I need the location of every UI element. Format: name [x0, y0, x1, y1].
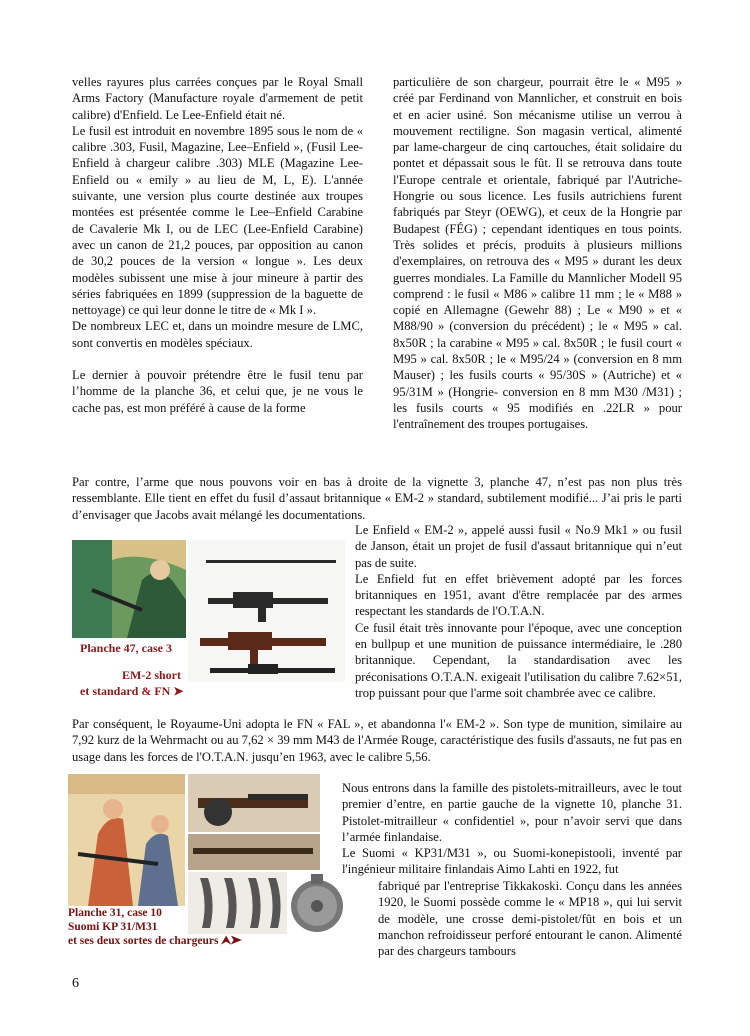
paragraph: Le Suomi « KP31/M31 », ou Suomi-konepistooli, inventé par l'ingénieur militaire finlandais Aimo Lahti en 1922, fut: [342, 846, 682, 877]
suomi-display-image: [188, 834, 320, 870]
paragraph: particulière de son chargeur, pourrait être le « M95 » créé par Ferdinand von Mannlicher, et construit en bois et en acier usiné. Son mécanisme utilise un verrou à mouvement rectiligne. Son magasin vertical, alimenté par lame-chargeur de cinq cartouches, était solidaire du pontet et dépassait sous le fût. Il se retrouva dans toute l'Europe centrale et orientale, fabriqué par l'Autriche-Hongrie ou sous licence. Les fusils autrichiens furent fabriqués par Steyr (OEWG), et ceux de la Hongrie par Budapest (FÉG) ; cependant identiques en tous points. Très solides et précis, produits à plusieurs millions d'exemplaires, on retrouva des « M95 » durant les deux guerres mondiales. La Famille du Mannlicher Modell 95 comprend : le fusil « M86 » calibre 11 mm ; le « M88 » copié en Allemagne (Gewehr 88) ; Le « M90 » et « M88/90 » (conversion du précédent) ; le « M95 » cal. 8x50R ; la carabine « M95 » cal. 8x50R ; le fusil court « M95 » cal. 8x50R ; le « M95/24 » (conversion en 8 mm Mauser) ; les fusils courts « 95/30S » (Autriche) et « 95/31M » (Hongrie- conversion en 8 mm M30 /M31) ; les fusils courts « 95 modifiés en .22LR » pour l'entraînement des troupes portugaises.: [393, 75, 682, 432]
paragraph: fabriqué par l'entreprise Tikkakoski. Conçu dans les années 1920, le Suomi possède comme le « MP18 », qui lui servit de modèle, une crosse demi-pistolet/fût en bois et un manchon refroidisseur perforé entourant le canon. Alimenté par des chargeurs tambours: [378, 879, 682, 959]
caption-suomi-magazines: et ses deux sortes de chargeurs ⮝➤: [68, 934, 288, 948]
caption-em2-standard: et standard & FN ➤: [80, 684, 184, 698]
smg-text-indented: [378, 878, 682, 959]
paragraph: velles rayures plus carrées conçues par le Royal Small Arms Factory (Manufacture royale d'armement de petit calibre) d'Enfield. Le Lee-Enfield était né.: [72, 75, 363, 122]
caption-suomi-name: Suomi KP 31/M31: [68, 921, 158, 933]
paragraph: Par contre, l’arme que nous pouvons voir en bas à droite de la vignette 3, planche 47, n’est pas non plus très ressemblante. Elle tient en effet du fusil d’assaut britannique « EM-2 » standard, subtilement modifié... J’ai pris le parti d’envisager que Jacobs avait mélangé les documentations.: [72, 475, 682, 522]
suomi-comic-drawing: [68, 774, 185, 906]
smg-text: [342, 780, 682, 878]
fal-paragraph: [72, 716, 682, 765]
paragraph: Le dernier à pouvoir prétendre être le fusil tenu par l’homme de la planche 36, et celui que, je ne vous le cache pas, est mon préféré à cause de la forme: [72, 368, 363, 415]
paragraph: Par conséquent, le Royaume-Uni adopta le FN « FAL », et abandonna l'« EM-2 ». Son type de munition, similaire au 7,92 kurz de la Wehrmacht ou au 7,62 × 39 mm M43 de l'Armée Rouge, caractéristique des fusils d'assauts, ne fut pas en usage dans les forces de l'O.T.A.N. jusqu’en 1963, avec le calibre 5,56.: [72, 717, 682, 764]
drum-magazine-image: [287, 872, 347, 934]
drum-magazine-drawing: [287, 872, 347, 934]
paragraph: De nombreux LEC et, dans un moindre mesure de LMC, sont convertis en modèles spéciaux.: [72, 319, 363, 350]
right-column: [393, 74, 682, 433]
comic-panel-image: [72, 540, 186, 638]
caption-suomi-panel: Planche 31, case 10: [68, 907, 162, 919]
left-column: [72, 74, 363, 416]
suomi-smg-drawing: [188, 774, 320, 832]
paragraph: Le Enfield fut en effet brièvement adopté par les forces britanniques en 1951, avant d'être remplacée par des armes respectant les standards de l'O.T.A.N.: [355, 571, 682, 619]
suomi-display-drawing: [188, 834, 320, 870]
caption-em2-short: EM-2 short: [122, 668, 181, 682]
paragraph: Le fusil est introduit en novembre 1895 sous le nom de « calibre .303, Fusil, Magazine, Lee–Enfield », (Fusil Lee-Enfield à chargeur calibre .303) MLE (Magazine Lee-Enfield ou « emily » au lieu de M, L, E). L'année suivante, une version plus courte destinée aux troupes montées est présentée comme le Lee–Enfield Carabine de Cavalerie Mk I, ou de LEC (Lee-Enfield Carabine) avec un canon de 21,2 pouces, par opposition au canon de 30,2 pouces de la version « longue ». Les deux modèles subissent une mise à jour mineure à partir des séries fabriquées en 1899 (suppression de la baguette de nettoyage) ce qui leur donne le titre de « Mk I ».: [72, 123, 363, 318]
suomi-comic-image: [68, 774, 185, 906]
suomi-smg-image: [188, 774, 320, 832]
paragraph: Le Enfield « EM-2 », appelé aussi fusil « No.9 Mk1 » ou fusil de Janson, était un projet de fusil d'assaut britannique qui n’eut pas de suite.: [355, 523, 682, 570]
magazines-image: [188, 872, 288, 934]
page-number: 6: [72, 976, 79, 991]
comic-panel-drawing: [72, 540, 186, 638]
caption-em2-panel: Planche 47, case 3: [80, 641, 172, 655]
rifles-drawing: [188, 540, 345, 682]
paragraph: Nous entrons dans la famille des pistolets-mitrailleurs, avec le tout premier d’entre, en partie gauche de la vignette 10, planche 31. Pistolet-mitrailleur « confidentiel », pour n’avoir servi que dans l’armée finlandaise.: [342, 781, 682, 844]
magazines-drawing: [188, 872, 288, 934]
paragraph: Ce fusil était très innovante pour l'époque, avec une conception en bullpup et une munition de puissance intermédiaire, le .280 britannique. Cependant, la standardisation avec les préconisations O.T.A.N. exigeait l'utilisation du calibre 7.62×51, trop puissant pour que l'arme soit chambrée avec ce calibre.: [355, 620, 682, 700]
rifles-image: [188, 540, 345, 682]
em2-text: [355, 522, 682, 701]
em2-intro-paragraph: [72, 474, 682, 523]
